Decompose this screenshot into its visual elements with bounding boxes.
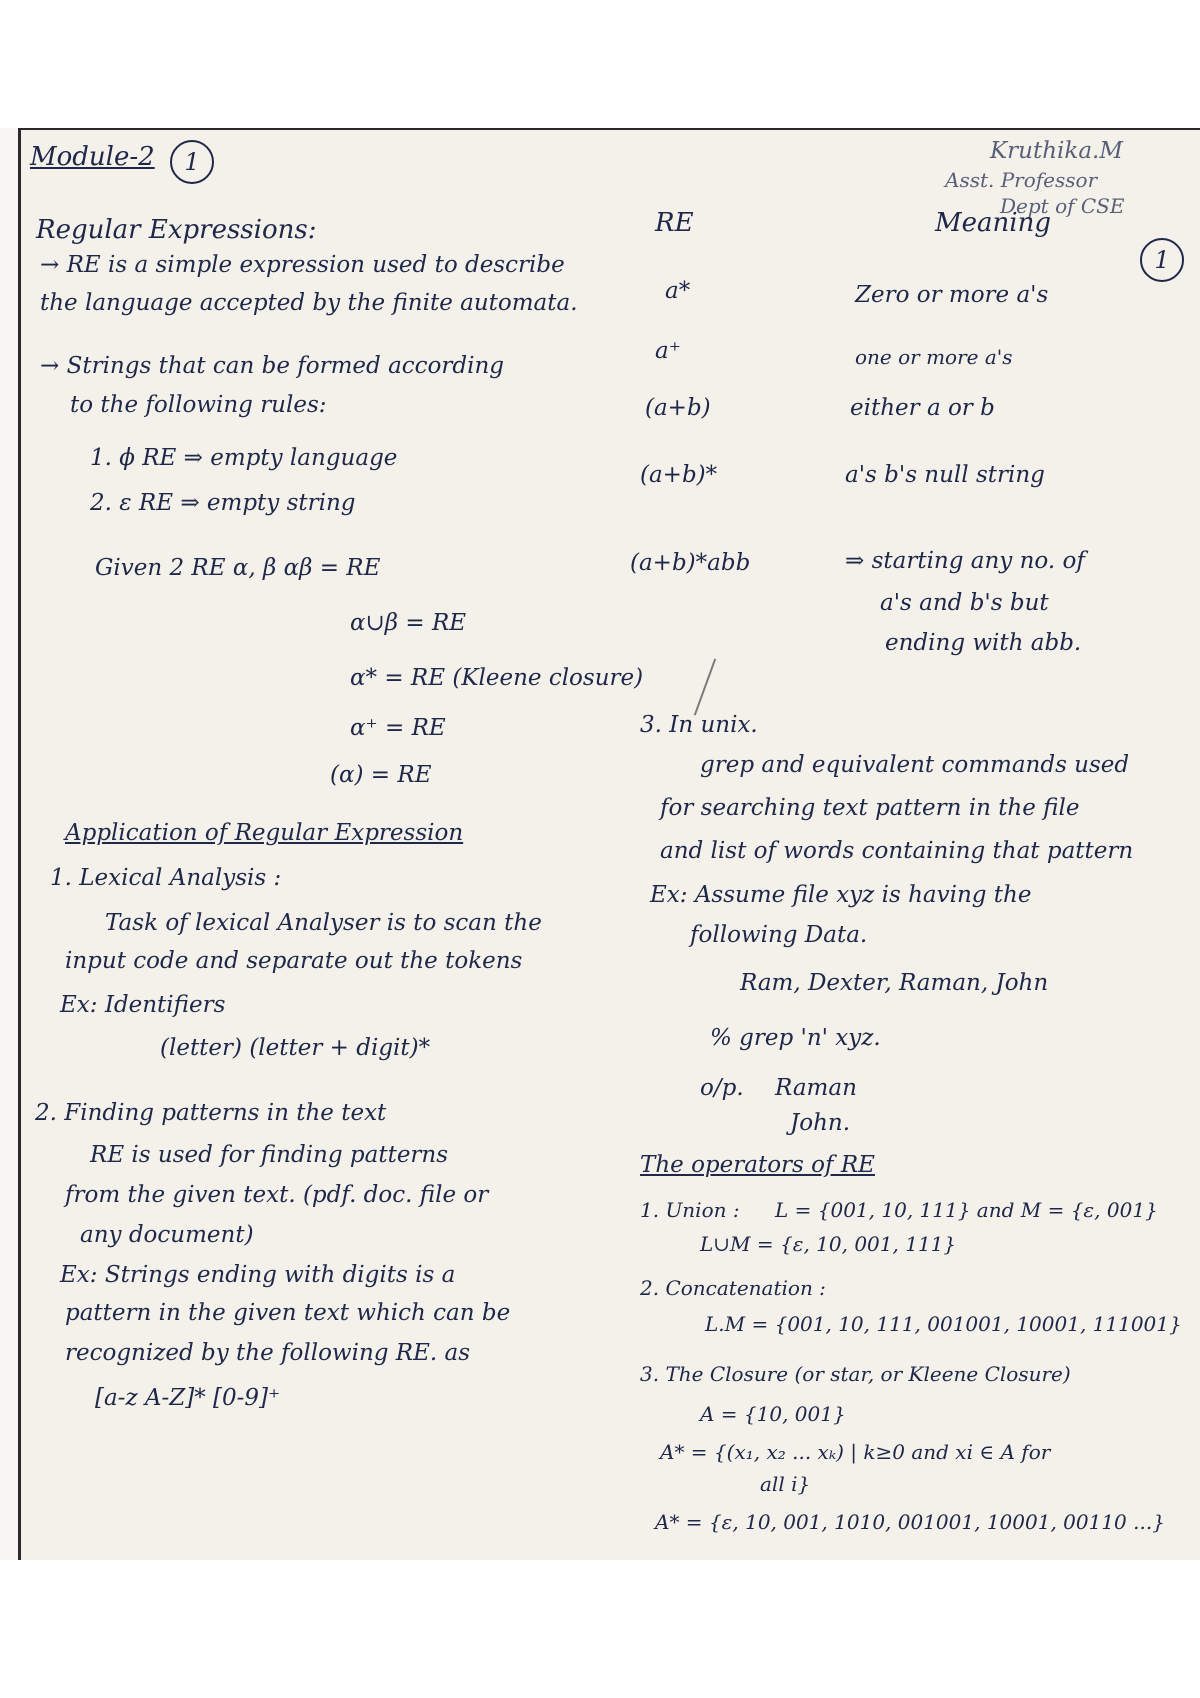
finding-example-1: Ex: Strings ending with digits is a <box>60 1262 456 1288</box>
finding-text-2: from the given text. (pdf. doc. file or <box>65 1182 489 1208</box>
lexical-re: (letter) (letter + digit)* <box>160 1035 431 1061</box>
top-margin <box>0 0 1200 128</box>
module-number-circle: 1 <box>170 140 214 184</box>
finding-re: [a-z A-Z]* [0-9]⁺ <box>95 1385 281 1411</box>
unix-text-1: grep and equivalent commands used <box>700 752 1130 778</box>
closure-set-a: A = {10, 001} <box>700 1402 846 1426</box>
strings-rule-line-2: to the following rules: <box>70 392 327 418</box>
meaning-row-5-line-3: ending with abb. <box>885 630 1082 656</box>
unix-text-2: for searching text pattern in the file <box>660 795 1080 821</box>
meaning-row-2: one or more a's <box>855 345 1013 369</box>
bottom-margin <box>0 1560 1200 1698</box>
given-kleene: α* = RE (Kleene closure) <box>350 665 644 691</box>
given-plus: α⁺ = RE <box>350 715 446 741</box>
meaning-row-3: either a or b <box>850 395 995 421</box>
finding-example-2: pattern in the given text which can be <box>65 1300 511 1326</box>
page-number-circle: 1 <box>1140 238 1184 282</box>
re-column-header: RE <box>655 208 694 238</box>
author-designation: Asst. Professor <box>945 168 1098 192</box>
finding-text-1: RE is used for finding patterns <box>90 1142 449 1168</box>
strings-rule-line-1: → Strings that can be formed according <box>40 353 505 379</box>
unix-output-2: John. <box>790 1110 851 1136</box>
re-row-5: (a+b)*abb <box>630 550 751 576</box>
re-row-3: (a+b) <box>645 395 711 421</box>
closure-result: A* = {ε, 10, 001, 1010, 001001, 10001, 00110 ...} <box>655 1510 1165 1534</box>
unix-example-1: Ex: Assume file xyz is having the <box>650 882 1032 908</box>
unix-output-label: o/p. <box>700 1075 744 1101</box>
concatenation-result: L.M = {001, 10, 111, 001001, 10001, 111001} <box>705 1312 1182 1336</box>
unix-title: 3. In unix. <box>640 712 758 738</box>
applications-title: Application of Regular Expression <box>65 820 464 846</box>
union-definition: L = {001, 10, 111} and M = {ε, 001} <box>775 1198 1158 1222</box>
re-row-4: (a+b)* <box>640 462 718 488</box>
meaning-row-5-line-2: a's and b's but <box>880 590 1049 616</box>
given-union: α∪β = RE <box>350 610 467 636</box>
union-title: 1. Union : <box>640 1198 740 1222</box>
meaning-row-1: Zero or more a's <box>855 282 1049 308</box>
author-name: Kruthika.M <box>990 138 1123 164</box>
regular-expressions-title: Regular Expressions: <box>36 215 317 245</box>
closure-definition-2: all i} <box>760 1472 811 1496</box>
finding-example-3: recognized by the following RE. as <box>65 1340 471 1366</box>
unix-example-2: following Data. <box>690 922 868 948</box>
unix-data: Ram, Dexter, Raman, John <box>740 970 1049 996</box>
intro-line-1: → RE is a simple expression used to describe <box>40 252 565 278</box>
operators-title: The operators of RE <box>640 1152 875 1178</box>
closure-title: 3. The Closure (or star, or Kleene Closure) <box>640 1362 1071 1386</box>
closure-definition: A* = {(x₁, x₂ ... xₖ) | k≥0 and xi ∈ A for <box>660 1440 1051 1464</box>
lexical-example: Ex: Identifiers <box>60 992 226 1018</box>
unix-text-3: and list of words containing that pattern <box>660 838 1134 864</box>
unix-command: % grep 'n' xyz. <box>710 1025 881 1051</box>
concatenation-title: 2. Concatenation : <box>640 1276 826 1300</box>
given-paren: (α) = RE <box>330 762 432 788</box>
finding-text-3: any document) <box>80 1222 254 1248</box>
lexical-text-1: Task of lexical Analyser is to scan the <box>105 910 542 936</box>
author-dept: Dept of CSE <box>1000 194 1125 218</box>
rule-1: 1. ϕ RE ⇒ empty language <box>90 445 398 471</box>
module-title: Module-2 <box>30 142 155 172</box>
lexical-title: 1. Lexical Analysis : <box>50 865 282 891</box>
meaning-row-5-line-1: ⇒ starting any no. of <box>845 548 1085 574</box>
unix-output-1: Raman <box>775 1075 857 1101</box>
lexical-text-2: input code and separate out the tokens <box>65 948 523 974</box>
union-result: L∪M = {ε, 10, 001, 111} <box>700 1232 957 1256</box>
rule-2: 2. ε RE ⇒ empty string <box>90 490 356 516</box>
re-row-2: a⁺ <box>655 338 681 364</box>
intro-line-2: the language accepted by the finite automata. <box>40 290 578 316</box>
meaning-row-4: a's b's null string <box>845 462 1045 488</box>
given-line: Given 2 RE α, β αβ = RE <box>95 555 381 581</box>
meaning-column-header: Meaning <box>935 208 1051 238</box>
finding-title: 2. Finding patterns in the text <box>35 1100 387 1126</box>
re-row-1: a* <box>665 278 691 304</box>
